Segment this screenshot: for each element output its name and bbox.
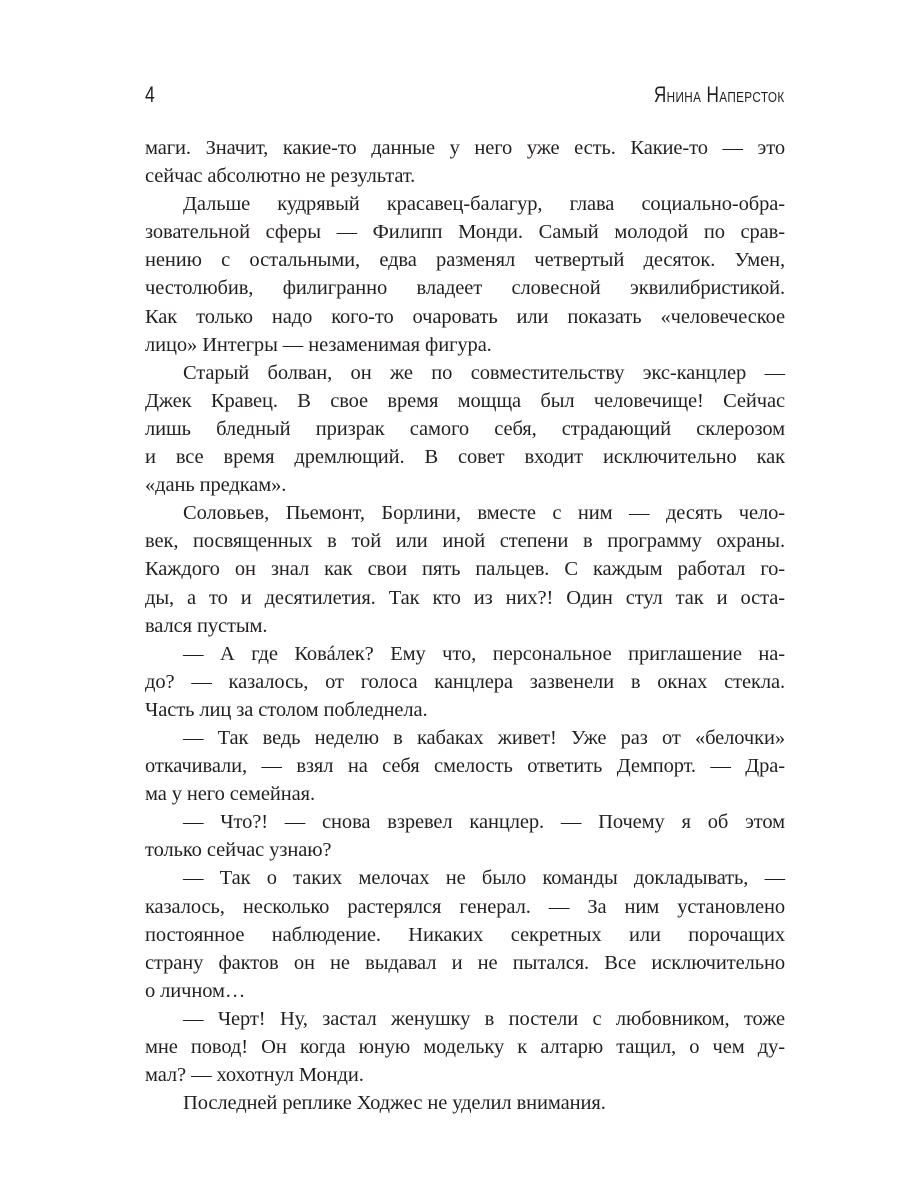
text-line: — Так о таких мелочах не было команды докладывать, — <box>183 867 785 890</box>
text-line: — А где Ковáлек? Ему что, персональное приглашение на- <box>183 642 785 665</box>
text-line: мал? — хохотнул Монди. <box>145 1064 364 1087</box>
text-line: только сейчас узнаю? <box>145 839 332 862</box>
text-line: маги. Значит, какие-то данные у него уже есть. Какие-то — это <box>145 137 785 159</box>
text-line: сейчас абсолютно не результат. <box>145 165 416 188</box>
text-line: Как только надо кого-то очаровать или показать «человеческое <box>145 305 785 328</box>
text-line: Старый болван, он же по совместительству экс-канцлер — <box>183 361 785 384</box>
text-line: вался пустым. <box>145 614 268 637</box>
text-line: ма у него семейная. <box>145 783 315 806</box>
text-line: — Что?! — снова взревел канцлер. — Почему я об этом <box>183 811 785 834</box>
text-line: зовательной сферы — Филипп Монди. Самый молодой по срав- <box>145 221 785 244</box>
text-line: век, посвященных в той или иной степени в программу охраны. <box>145 530 785 553</box>
text-line: страну фактов он не выдавал и не пытался. Все исключительно <box>145 951 785 974</box>
text-line: Каждого он знал как свои пять пальцев. С каждым работал го- <box>145 558 785 581</box>
page-header <box>145 82 785 112</box>
text-line: честолюбив, филигранно владеет словесной эквилибристикой. <box>145 277 785 300</box>
text-line: Дальше кудрявый красавец-балагур, глава социально-обра- <box>183 193 785 216</box>
text-line: о личном… <box>145 979 246 1002</box>
text-line: постоянное наблюдение. Никаких секретных или порочащих <box>145 923 785 946</box>
text-line: Соловьев, Пьемонт, Борлини, вместе с ним — десять чело- <box>183 502 785 525</box>
text-line: мне повод! Он когда юную модельку к алтарю тащил, о чем ду- <box>145 1036 785 1058</box>
body-text <box>145 134 785 1117</box>
text-line: Последней реплике Ходжес не уделил внимания. <box>183 1092 606 1115</box>
text-line: казалось, несколько растерялся генерал. — За ним установлено <box>145 895 785 918</box>
text-line: Джек Кравец. В свое время мощща был человечище! Сейчас <box>145 389 785 412</box>
text-line: «дань предкам». <box>145 474 287 497</box>
text-line: — Черт! Ну, застал женушку в постели с любовником, тоже <box>183 1007 785 1030</box>
text-line: откачивали, — взял на себя смелость ответить Демпорт. — Дра- <box>145 755 785 778</box>
text-line: и все время дремлющий. В совет входит исключительно как <box>145 446 785 469</box>
text-line: Часть лиц за столом побледнела. <box>145 698 428 721</box>
page-number: 4 <box>145 82 155 107</box>
text-line: нению с остальными, едва разменял четвертый десяток. Умен, <box>145 249 785 272</box>
text-line: до? — казалось, от голоса канцлера зазвенели в окнах стекла. <box>145 670 785 693</box>
text-line: лицо» Интегры — незаменимая фигура. <box>145 333 492 356</box>
text-line: лишь бледный призрак самого себя, страдающий склерозом <box>145 417 785 440</box>
text-line: — Так ведь неделю в кабаках живет! Уже раз от «белочки» <box>183 726 785 749</box>
text-line: ды, а то и десятилетия. Так кто из них?! Один стул так и оста- <box>145 586 785 609</box>
running-head: Янина Наперсток <box>654 82 785 107</box>
